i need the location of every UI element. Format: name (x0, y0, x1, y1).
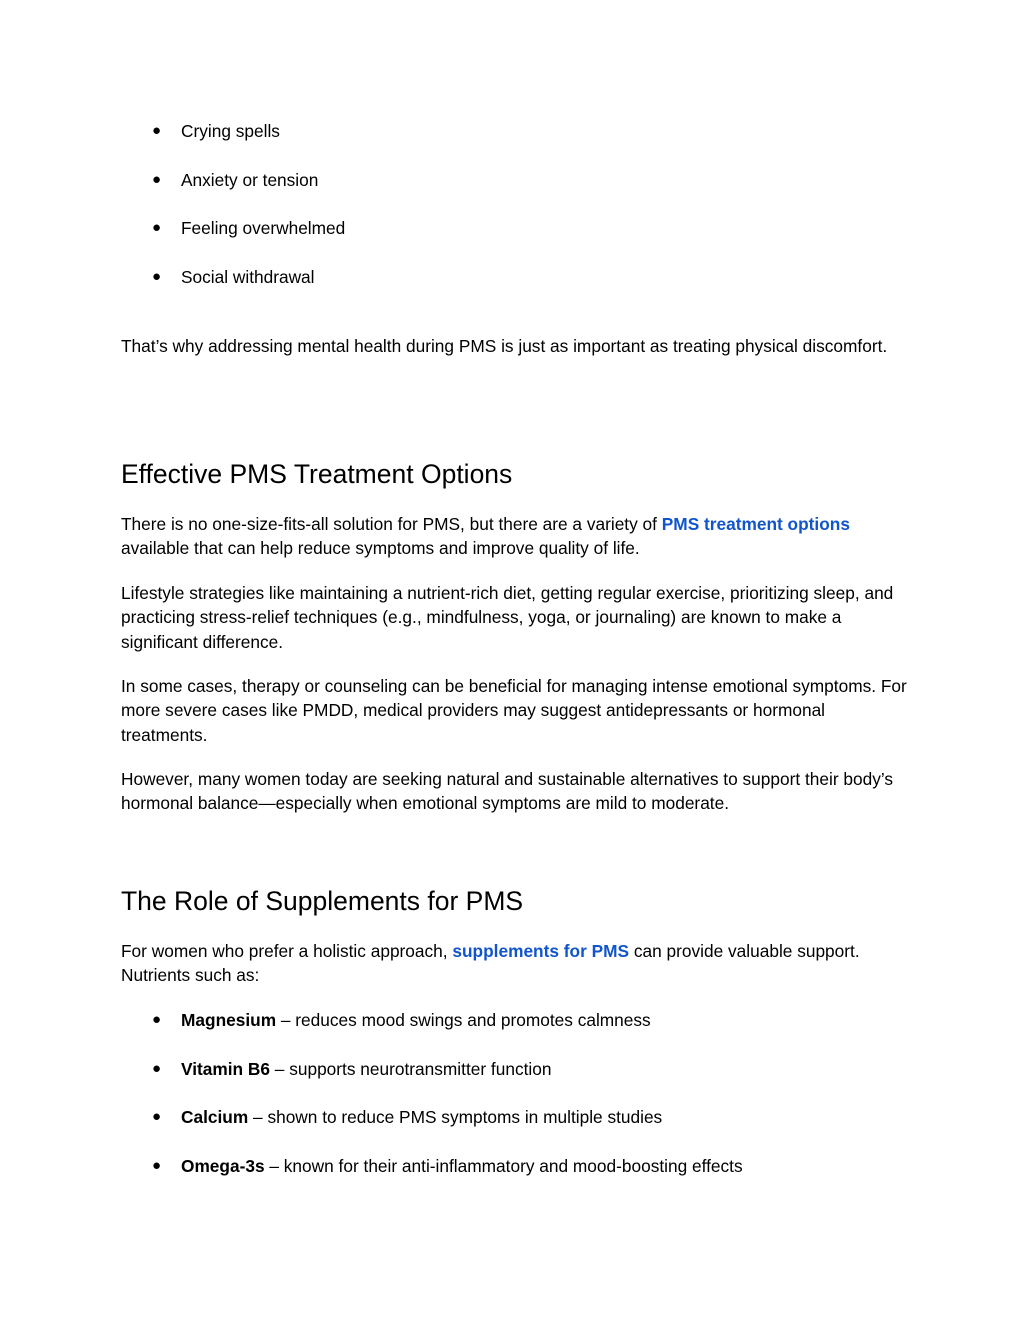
nutrient-name: Vitamin B6 (181, 1058, 270, 1079)
treatment-paragraph-1 (121, 512, 911, 561)
nutrient-description: – known for their anti-inflammatory and mood-boosting effects (264, 1155, 743, 1176)
nutrient-description: – reduces mood swings and promotes calmness (276, 1010, 651, 1030)
list-item-text: Social withdrawal (181, 266, 315, 287)
supplements-paragraph (121, 939, 911, 988)
bullet-icon: ● (152, 170, 162, 188)
nutrient-name: Calcium (181, 1107, 249, 1128)
paragraph-text: For women who prefer a holistic approach, (121, 941, 453, 961)
list-item (121, 1154, 743, 1203)
nutrient-name: Magnesium (181, 1010, 277, 1030)
list-item-text: Anxiety or tension (181, 169, 319, 190)
bullet-icon: ● (152, 1011, 162, 1028)
bullet-icon: ● (152, 219, 162, 237)
mental-health-paragraph: That’s why addressing mental health during PMS is just as important as treating physical discomfort. (121, 336, 888, 356)
bullet-icon: ● (152, 122, 162, 139)
list-item (121, 1105, 743, 1154)
bullet-icon: ● (152, 1156, 162, 1174)
list-item (121, 1057, 743, 1106)
nutrient-name: Omega-3s (181, 1155, 265, 1176)
pms-treatment-options-link[interactable]: PMS treatment options (661, 514, 850, 534)
treatment-heading: Effective PMS Treatment Options (121, 459, 513, 489)
supplements-heading: The Role of Supplements for PMS (121, 886, 524, 916)
list-item (121, 265, 345, 314)
paragraph-text: available that can help reduce symptoms and improve quality of life. (121, 538, 640, 559)
nutrient-list (121, 1008, 743, 1202)
list-item (121, 119, 345, 168)
nutrient-description: – supports neurotransmitter function (270, 1058, 552, 1079)
supplements-for-pms-link[interactable]: supplements for PMS (452, 941, 630, 961)
list-item (121, 216, 345, 265)
treatment-paragraph-2: Lifestyle strategies like maintaining a nutrient-rich diet, getting regular exercise, prioritizing sleep, and practicing stress-relief techniques (e.g., mindfulness, yoga, or journaling) are known to make a significant difference. (121, 583, 894, 652)
treatment-paragraph-4: However, many women today are seeking natural and sustainable alternatives to support their body’s hormonal balance—especially when emotional symptoms are mild to moderate. (121, 769, 894, 814)
list-item-text: Crying spells (181, 121, 280, 141)
list-item (121, 168, 345, 217)
symptom-list (121, 119, 345, 313)
treatment-paragraph-3: In some cases, therapy or counseling can be beneficial for managing intense emotional symptoms. For more severe cases like PMDD, medical providers may suggest antidepressants or hormonal treatments. (121, 676, 907, 745)
bullet-icon: ● (152, 267, 162, 285)
bullet-icon: ● (152, 1059, 162, 1077)
paragraph-text: There is no one-size-fits-all solution for PMS, but there are a variety of (121, 514, 662, 534)
nutrient-description: – shown to reduce PMS symptoms in multiple studies (248, 1107, 663, 1128)
paragraph-text: can provide valuable support. Nutrients such as: (121, 941, 860, 986)
list-item (121, 1008, 743, 1057)
list-item-text: Feeling overwhelmed (181, 218, 346, 239)
bullet-icon: ● (152, 1108, 162, 1126)
